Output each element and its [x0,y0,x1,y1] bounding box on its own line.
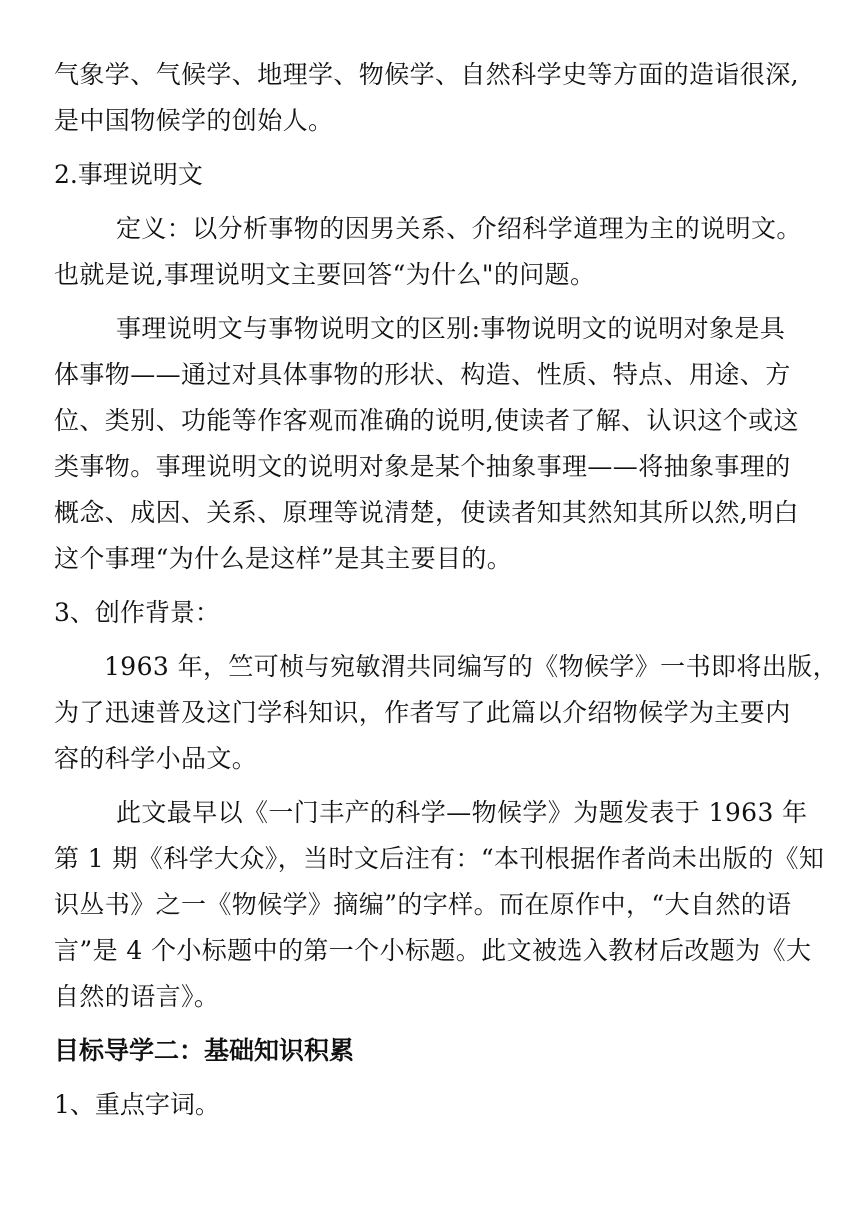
document-page [54,52,838,1136]
paragraph-background-1963 [54,644,838,782]
text-line: 也就是说,事理说明文主要回答“为什么"的问题。 [54,260,596,289]
text-line: 识丛书》之一《物候学》摘编”的字样。而在原作中，“大自然的语 [54,890,792,919]
paragraph-definition [54,206,814,298]
text-line: 定义：以分析事物的因男关系、介绍科学道理为主的说明文。 [116,214,802,243]
paragraph-publication [54,790,825,1020]
section-heading-goal-two: 目标导学二：基础知识积累 [54,1036,355,1065]
text-line: 容的科学小品文。 [54,744,258,773]
text-line: 体事物——通过对具体事物的形状、构造、性质、特点、用途、方 [54,360,791,389]
section-heading-background: 3、创作背景： [54,598,220,627]
text-line: 自然的语言》。 [54,982,220,1011]
text-line: 事理说明文与事物说明文的区别:事物说明文的说明对象是具 [116,314,786,343]
text-line: 此文最早以《一门丰产的科学—物候学》为题发表于 1963 年 [116,798,808,827]
text-line: 类事物。事理说明文的说明对象是某个抽象事理——将抽象事理的 [54,452,791,481]
text-line: 气象学、气候学、地理学、物候学、自然科学史等方面的造诣很深, [54,60,799,89]
text-line: 这个事理“为什么是这样”是其主要目的。 [54,544,513,573]
paragraph-difference [54,306,814,582]
text-line: 概念、成因、关系、原理等说清楚，使读者知其然知其所以然,明白 [54,498,799,527]
text-line: 位、类别、功能等作客观而准确的说明,使读者了解、认识这个或这 [54,406,799,435]
text-line: 言”是 4 个小标题中的第一个小标题。此文被选入教材后改题为《大 [54,936,812,965]
text-line: 为了迅速普及这门学科知识，作者写了此篇以介绍物候学为主要内 [54,698,791,727]
text-line: 是中国物候学的创始人。 [54,106,334,135]
section-heading-key-words: 1、重点字词。 [54,1090,220,1119]
text-line: 1963 年，竺可桢与宛敏渭共同编写的《物候学》一书即将出版， [104,652,838,681]
paragraph-bio-end [54,52,814,144]
text-line: 第 1 期《科学大众》，当时文后注有：“本刊根据作者尚未出版的《知 [54,844,825,873]
section-heading-shili: 2.事理说明文 [54,160,203,189]
